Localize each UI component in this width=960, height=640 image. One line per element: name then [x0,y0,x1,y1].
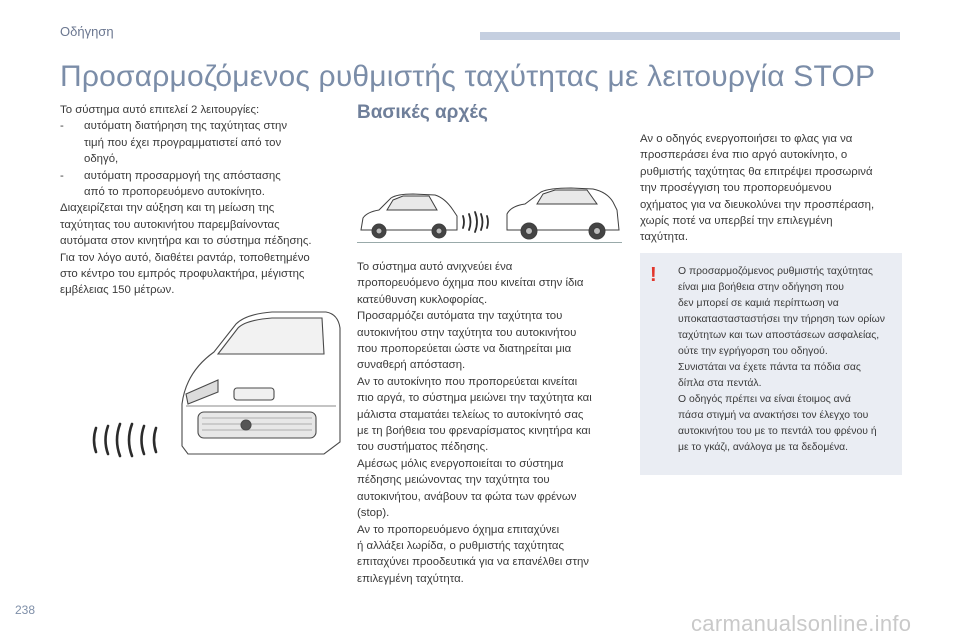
text-line: ρυθμιστής ταχύτητας θα επιτρέψει προσωρινά [640,165,873,178]
text-line: Αν το αυτοκίνητο που προπορεύεται κινείται [357,375,578,388]
bullet-text: τιμή που έχει προγραμματιστεί από τον [84,136,282,149]
text-line: Αμέσως μόλις ενεργοποιείται το σύστημα [357,457,564,470]
text-line: συναθερή απόσταση. [357,359,466,372]
text-line: με τη βοήθεια του φρεναρίσματος κινητήρα και [357,425,591,438]
bullet-text: από το προπορευόμενο αυτοκίνητο. [84,186,265,199]
section-header-label: Οδήγηση [60,24,114,39]
following-cars-illustration [357,186,622,243]
page-title: Προσαρμοζόμενος ρυθμιστής ταχύτητας με λειτουργία STOP [60,60,876,93]
warning-line: είναι μια βοήθεια στην οδήγηση που [678,282,844,293]
paragraph-line: ταχύτητας του αυτοκινήτου παρεμβαίνοντας [60,218,280,231]
text-line: αυτοκινήτου στην ταχύτητα του αυτοκινήτου [357,326,577,339]
paragraph-line: εμβέλειας 150 μέτρων. [60,284,175,297]
warning-line: δίπλα στα πεντάλ. [678,378,762,389]
text-line: Το σύστημα αυτό ανιχνεύει ένα [357,261,513,273]
text-line: πέδησης μειώνοντας την ταχύτητα του [357,474,550,487]
paragraph-line: Διαχειρίζεται την αύξηση και τη μείωση της [60,202,275,215]
warning-line: ούτε την εγρήγορση του οδηγού. [678,346,828,357]
text-line: (stop). [357,507,390,520]
text-line: επιταχύνει προοδευτικά για να επανέλθει στην [357,556,589,569]
text-line: ταχύτητα. [640,231,689,244]
paragraph-line: στο κέντρο του εμπρός προφυλακτήρα, μέγιστης [60,268,305,281]
principles-text [357,259,627,587]
exclamation-icon: ! [650,264,657,286]
warning-line: δεν μπορεί σε καμιά περίπτωση να [678,298,839,309]
text-line: πιο αργά, το σύστημα μειώνει την ταχύτητα και [357,392,592,405]
text-line: ή αλλάξει λωρίδα, ο ρυθμιστής ταχύτητας [357,539,564,552]
text-line: την προσέγγιση του προπορευόμενου [640,182,832,195]
text-line: επιλεγμένη ταχύτητα. [357,572,464,585]
text-line: προπορευόμενο όχημα που κινείται στην ίδια [357,277,584,290]
car-radar-illustration [86,308,342,460]
warning-line: Ο προσαρμοζόμενος ρυθμιστής ταχύτητας [678,266,873,277]
paragraph-line: Για τον λόγο αυτό, διαθέτει ραντάρ, τοποθετημένο [60,251,310,264]
text-line: που προπορεύεται ώστε να διατηρείται μια [357,343,572,356]
text-line: Αν το προπορευόμενο όχημα επιταχύνει [357,523,560,536]
bullet-item [60,118,342,134]
warning-line: Συνιστάται να έχετε πάντα τα πόδια σας [678,362,861,373]
warning-line: υποκαταστασταστήσει την τήρηση των ορίων [678,314,885,325]
intro-text [60,102,342,299]
section-title: Βασικές αρχές [357,102,488,123]
warning-line: πάσα στιγμή να ανακτήσει τον έλεγχο του [678,410,869,421]
text-line: οχήματος για να διευκολύνει την προσπέραση, [640,198,875,211]
bullet-dash: - [60,120,64,133]
text-line: του συστήματος πέδησης. [357,441,489,454]
bullet-text: αυτόματη διατήρηση της ταχύτητας στην [84,120,288,133]
text-line: κατεύθυνση κυκλοφορίας. [357,293,488,306]
watermark: carmanualsonline.info [691,611,912,636]
paragraph-line: αυτόματα στον κινητήρα και το σύστημα πέδησης. [60,235,312,248]
warning-line: με το γκάζι, ανάλογα με τα δεδομένα. [678,442,849,453]
text-line: μάλιστα σταματάει τελείως το αυτοκίνητό σας [357,408,584,421]
text-line: χωρίς ποτέ να υπερβεί την επιλεγμένη [640,215,833,228]
text-line: Προσαρμόζει αυτόματα την ταχύτητα του [357,310,563,323]
warning-line: ταχύτητων και των αποστάσεων ασφαλείας, [678,330,880,341]
overtake-text [640,131,910,246]
header-bar [480,32,900,40]
intro-line: Το σύστημα αυτό επιτελεί 2 λειτουργίες: [60,104,260,116]
warning-line: αυτοκινήτου του με το πεντάλ του φρένου ή [678,426,877,437]
bullet-text: οδηγό, [84,153,119,166]
text-line: Αν ο οδηγός ενεργοποιήσει το φλας για να [640,133,853,145]
warning-text [678,264,900,456]
bullet-item [60,168,342,184]
text-line: προσπεράσει ένα πιο αργό αυτοκίνητο, ο [640,149,848,162]
text-line: αυτοκινήτου, ανάβουν τα φώτα των φρένων [357,490,577,503]
warning-line: Ο οδηγός πρέπει να είναι έτοιμος ανά [678,394,851,405]
warning-box [640,253,902,475]
page-number: 238 [15,603,36,617]
bullet-text: αυτόματη προσαρμογή της απόστασης [84,169,281,182]
bullet-dash: - [60,169,64,182]
